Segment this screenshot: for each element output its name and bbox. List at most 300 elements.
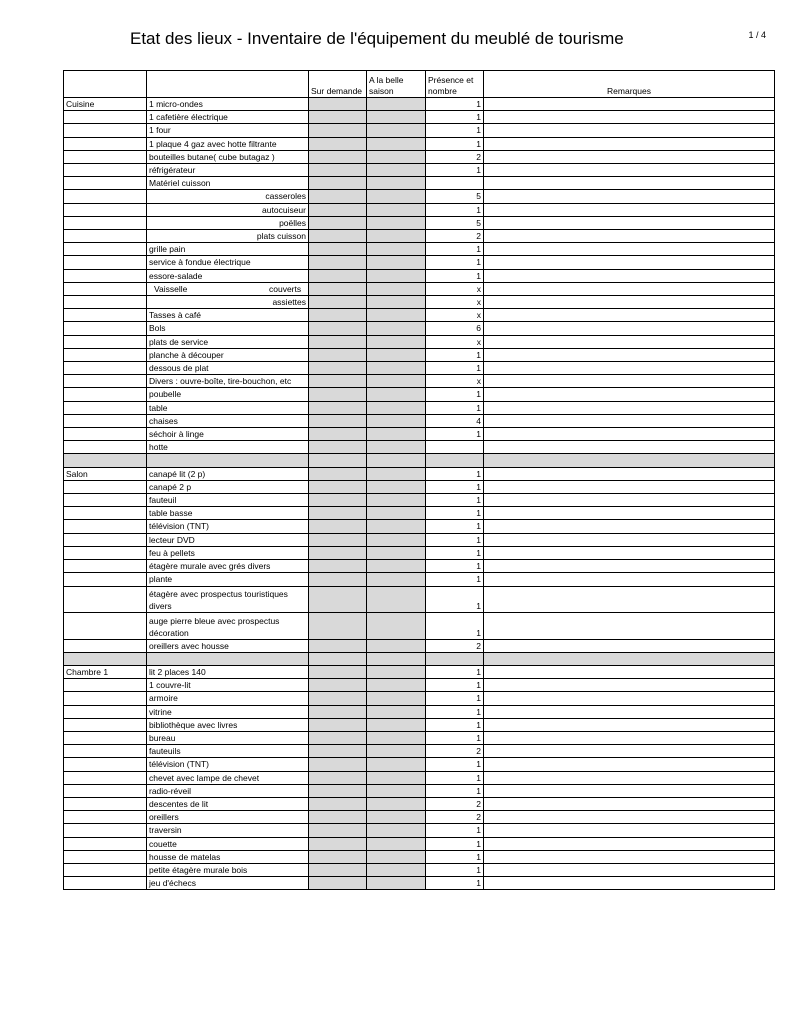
separator-cell xyxy=(64,454,147,467)
on-request-cell xyxy=(309,309,367,322)
remarks-cell xyxy=(484,177,775,190)
separator-cell xyxy=(426,454,484,467)
remarks-cell xyxy=(484,150,775,163)
on-request-cell xyxy=(309,190,367,203)
table-row xyxy=(64,150,775,163)
presence-cell: 1 xyxy=(426,679,484,692)
item-label-cell: 1 couvre-lit xyxy=(147,679,309,692)
season-cell xyxy=(367,441,426,454)
item-label-cell: poubelle xyxy=(147,388,309,401)
season-cell xyxy=(367,837,426,850)
table-row xyxy=(64,850,775,863)
table-row xyxy=(64,243,775,256)
table-row xyxy=(64,837,775,850)
room-cell xyxy=(64,480,147,493)
room-cell xyxy=(64,546,147,559)
presence-cell: 1 xyxy=(426,348,484,361)
room-cell xyxy=(64,771,147,784)
remarks-cell xyxy=(484,494,775,507)
room-cell xyxy=(64,573,147,586)
room-cell xyxy=(64,718,147,731)
item-label-cell: planche à découper xyxy=(147,348,309,361)
room-cell xyxy=(64,863,147,876)
remarks-cell xyxy=(484,771,775,784)
table-row xyxy=(64,388,775,401)
room-cell xyxy=(64,586,147,613)
season-cell xyxy=(367,348,426,361)
table-row xyxy=(64,639,775,652)
presence-cell: 1 xyxy=(426,203,484,216)
presence-cell: 1 xyxy=(426,124,484,137)
table-header-row xyxy=(64,71,775,98)
table-row xyxy=(64,375,775,388)
page-title: Etat des lieux - Inventaire de l'équipement du meublé de tourisme xyxy=(130,29,624,48)
room-cell xyxy=(64,388,147,401)
remarks-cell xyxy=(484,560,775,573)
remarks-cell xyxy=(484,282,775,295)
table-row xyxy=(64,573,775,586)
on-request-cell xyxy=(309,797,367,810)
on-request-cell xyxy=(309,665,367,678)
item-label-cell: fauteuils xyxy=(147,745,309,758)
room-cell xyxy=(64,282,147,295)
on-request-cell xyxy=(309,705,367,718)
separator-cell xyxy=(309,652,367,665)
presence-cell: 1 xyxy=(426,718,484,731)
table-row xyxy=(64,348,775,361)
table-row xyxy=(64,282,775,295)
season-cell xyxy=(367,560,426,573)
season-cell xyxy=(367,375,426,388)
on-request-cell xyxy=(309,877,367,890)
season-cell xyxy=(367,679,426,692)
room-cell xyxy=(64,784,147,797)
separator-cell xyxy=(147,652,309,665)
item-label-cell: radio-réveil xyxy=(147,784,309,797)
remarks-cell xyxy=(484,124,775,137)
item-label-cell: service à fondue électrique xyxy=(147,256,309,269)
on-request-cell xyxy=(309,784,367,797)
room-cell xyxy=(64,111,147,124)
season-cell xyxy=(367,718,426,731)
separator-cell xyxy=(309,454,367,467)
item-label-cell: oreillers xyxy=(147,811,309,824)
room-cell xyxy=(64,150,147,163)
presence-cell: 1 xyxy=(426,665,484,678)
item-label-cell: chaises xyxy=(147,414,309,427)
item-label-cell: couette xyxy=(147,837,309,850)
table-row xyxy=(64,679,775,692)
room-cell xyxy=(64,401,147,414)
room-cell xyxy=(64,758,147,771)
table-row xyxy=(64,494,775,507)
on-request-cell xyxy=(309,850,367,863)
item-label-cell: autocuiseur xyxy=(147,203,309,216)
room-cell xyxy=(64,705,147,718)
presence-cell: 1 xyxy=(426,256,484,269)
remarks-cell xyxy=(484,164,775,177)
room-cell: Chambre 1 xyxy=(64,665,147,678)
section-separator-row xyxy=(64,652,775,665)
remarks-cell xyxy=(484,679,775,692)
item-label-cell: vitrine xyxy=(147,705,309,718)
on-request-cell xyxy=(309,811,367,824)
season-cell xyxy=(367,203,426,216)
season-cell xyxy=(367,863,426,876)
on-request-cell xyxy=(309,824,367,837)
presence-cell: 2 xyxy=(426,639,484,652)
remarks-cell xyxy=(484,758,775,771)
room-cell xyxy=(64,124,147,137)
remarks-cell xyxy=(484,269,775,282)
room-cell xyxy=(64,837,147,850)
on-request-cell xyxy=(309,533,367,546)
remarks-cell xyxy=(484,520,775,533)
season-cell xyxy=(367,692,426,705)
presence-cell: 2 xyxy=(426,797,484,810)
table-row xyxy=(64,546,775,559)
room-cell xyxy=(64,520,147,533)
on-request-cell xyxy=(309,731,367,744)
separator-cell xyxy=(367,652,426,665)
presence-cell: 1 xyxy=(426,388,484,401)
table-row xyxy=(64,877,775,890)
room-cell xyxy=(64,533,147,546)
season-cell xyxy=(367,745,426,758)
season-cell xyxy=(367,230,426,243)
season-cell xyxy=(367,401,426,414)
item-label-cell: plats de service xyxy=(147,335,309,348)
on-request-cell xyxy=(309,269,367,282)
item-label-cell xyxy=(147,282,309,295)
remarks-cell xyxy=(484,546,775,559)
remarks-cell xyxy=(484,441,775,454)
presence-cell: 2 xyxy=(426,745,484,758)
on-request-cell xyxy=(309,203,367,216)
table-row xyxy=(64,309,775,322)
table-row xyxy=(64,745,775,758)
remarks-cell xyxy=(484,309,775,322)
presence-cell: x xyxy=(426,375,484,388)
room-cell: Salon xyxy=(64,467,147,480)
presence-cell: 2 xyxy=(426,150,484,163)
on-request-cell xyxy=(309,745,367,758)
item-label-cell: canapé lit (2 p) xyxy=(147,467,309,480)
table-row xyxy=(64,335,775,348)
item-label-cell: jeu d'échecs xyxy=(147,877,309,890)
room-cell xyxy=(64,507,147,520)
presence-cell: 1 xyxy=(426,731,484,744)
on-request-cell xyxy=(309,124,367,137)
remarks-cell xyxy=(484,375,775,388)
remarks-cell xyxy=(484,639,775,652)
table-row xyxy=(64,520,775,533)
season-cell xyxy=(367,586,426,613)
item-label-cell: housse de matelas xyxy=(147,850,309,863)
presence-cell: 1 xyxy=(426,164,484,177)
item-label-cell: étagère murale avec grés divers xyxy=(147,560,309,573)
item-label-cell: poëlles xyxy=(147,216,309,229)
season-cell xyxy=(367,243,426,256)
on-request-cell xyxy=(309,863,367,876)
item-label-cell: table basse xyxy=(147,507,309,520)
season-cell xyxy=(367,98,426,111)
item-label-cell: oreillers avec housse xyxy=(147,639,309,652)
room-cell xyxy=(64,414,147,427)
presence-cell: 1 xyxy=(426,507,484,520)
presence-cell: 1 xyxy=(426,824,484,837)
table-row xyxy=(64,441,775,454)
on-request-cell xyxy=(309,282,367,295)
table-row xyxy=(64,177,775,190)
separator-cell xyxy=(147,454,309,467)
item-label-cell: chevet avec lampe de chevet xyxy=(147,771,309,784)
season-cell xyxy=(367,467,426,480)
item-label-cell: fauteuil xyxy=(147,494,309,507)
presence-cell: 2 xyxy=(426,811,484,824)
table-row xyxy=(64,718,775,731)
season-cell xyxy=(367,216,426,229)
on-request-cell xyxy=(309,428,367,441)
room-cell xyxy=(64,494,147,507)
presence-cell: 1 xyxy=(426,613,484,640)
on-request-cell xyxy=(309,177,367,190)
table-row xyxy=(64,256,775,269)
remarks-cell xyxy=(484,573,775,586)
season-cell xyxy=(367,177,426,190)
item-label-cell: télévision (TNT) xyxy=(147,758,309,771)
room-cell xyxy=(64,639,147,652)
remarks-cell xyxy=(484,692,775,705)
on-request-cell xyxy=(309,401,367,414)
remarks-cell xyxy=(484,745,775,758)
presence-cell: 1 xyxy=(426,560,484,573)
table-row xyxy=(64,296,775,309)
season-cell xyxy=(367,164,426,177)
season-cell xyxy=(367,877,426,890)
room-cell: Cuisine xyxy=(64,98,147,111)
room-cell xyxy=(64,428,147,441)
remarks-cell xyxy=(484,718,775,731)
remarks-cell xyxy=(484,243,775,256)
remarks-cell xyxy=(484,137,775,150)
season-cell xyxy=(367,322,426,335)
remarks-cell xyxy=(484,256,775,269)
room-cell xyxy=(64,560,147,573)
room-cell xyxy=(64,877,147,890)
item-label-cell: 1 micro-ondes xyxy=(147,98,309,111)
room-cell xyxy=(64,335,147,348)
room-cell xyxy=(64,296,147,309)
item-label-cell: traversin xyxy=(147,824,309,837)
table-row xyxy=(64,137,775,150)
item-label-cell: Bols xyxy=(147,322,309,335)
item-label-cell: lecteur DVD xyxy=(147,533,309,546)
presence-cell xyxy=(426,441,484,454)
item-label-cell: Divers : ouvre-boîte, tire-bouchon, etc xyxy=(147,375,309,388)
room-cell xyxy=(64,362,147,375)
table-row xyxy=(64,758,775,771)
remarks-cell xyxy=(484,428,775,441)
presence-cell: x xyxy=(426,282,484,295)
header-item xyxy=(147,71,309,98)
on-request-cell xyxy=(309,441,367,454)
presence-cell: 1 xyxy=(426,428,484,441)
on-request-cell xyxy=(309,348,367,361)
remarks-cell xyxy=(484,665,775,678)
room-cell xyxy=(64,811,147,824)
presence-cell: 1 xyxy=(426,137,484,150)
on-request-cell xyxy=(309,507,367,520)
remarks-cell xyxy=(484,111,775,124)
presence-cell: 1 xyxy=(426,784,484,797)
season-cell xyxy=(367,665,426,678)
remarks-cell xyxy=(484,388,775,401)
presence-cell: 1 xyxy=(426,480,484,493)
presence-cell: 1 xyxy=(426,243,484,256)
season-cell xyxy=(367,282,426,295)
remarks-cell xyxy=(484,784,775,797)
presence-cell: 1 xyxy=(426,705,484,718)
presence-cell: 4 xyxy=(426,414,484,427)
presence-cell: 1 xyxy=(426,586,484,613)
on-request-cell xyxy=(309,256,367,269)
room-cell xyxy=(64,203,147,216)
presence-cell: 1 xyxy=(426,692,484,705)
room-cell xyxy=(64,850,147,863)
table-row xyxy=(64,613,775,640)
separator-cell xyxy=(64,652,147,665)
header-on-request: Sur demande xyxy=(309,71,367,98)
room-cell xyxy=(64,692,147,705)
table-row xyxy=(64,164,775,177)
season-cell xyxy=(367,758,426,771)
separator-cell xyxy=(484,652,775,665)
remarks-cell xyxy=(484,98,775,111)
table-row xyxy=(64,692,775,705)
header-season: A la belle saison xyxy=(367,71,426,98)
remarks-cell xyxy=(484,203,775,216)
season-cell xyxy=(367,111,426,124)
remarks-cell xyxy=(484,348,775,361)
item-label-cell: 1 four xyxy=(147,124,309,137)
table-row xyxy=(64,665,775,678)
room-cell xyxy=(64,745,147,758)
table-row xyxy=(64,216,775,229)
item-label-cell: réfrigérateur xyxy=(147,164,309,177)
item-label-cell: descentes de lit xyxy=(147,797,309,810)
header-remarks: Remarques xyxy=(484,71,775,98)
table-row xyxy=(64,533,775,546)
on-request-cell xyxy=(309,467,367,480)
season-cell xyxy=(367,309,426,322)
item-label-cell: étagère avec prospectus touristiques divers xyxy=(147,586,309,613)
on-request-cell xyxy=(309,758,367,771)
room-cell xyxy=(64,137,147,150)
season-cell xyxy=(367,256,426,269)
table-row xyxy=(64,190,775,203)
season-cell xyxy=(367,520,426,533)
item-label-cell: Tasses à café xyxy=(147,309,309,322)
section-separator-row xyxy=(64,454,775,467)
on-request-cell xyxy=(309,98,367,111)
item-label: couverts xyxy=(269,283,302,294)
item-label-cell: bibliothèque avec livres xyxy=(147,718,309,731)
remarks-cell xyxy=(484,797,775,810)
season-cell xyxy=(367,150,426,163)
table-row xyxy=(64,269,775,282)
room-cell xyxy=(64,731,147,744)
presence-cell: 5 xyxy=(426,216,484,229)
season-cell xyxy=(367,639,426,652)
presence-cell: 1 xyxy=(426,494,484,507)
table-row xyxy=(64,362,775,375)
item-label-cell: armoire xyxy=(147,692,309,705)
on-request-cell xyxy=(309,362,367,375)
table-row xyxy=(64,428,775,441)
separator-cell xyxy=(367,454,426,467)
table-row xyxy=(64,124,775,137)
season-cell xyxy=(367,573,426,586)
remarks-cell xyxy=(484,190,775,203)
item-label-cell: essore-salade xyxy=(147,269,309,282)
remarks-cell xyxy=(484,480,775,493)
remarks-cell xyxy=(484,401,775,414)
season-cell xyxy=(367,811,426,824)
presence-cell: 1 xyxy=(426,467,484,480)
table-row xyxy=(64,731,775,744)
presence-cell: 1 xyxy=(426,269,484,282)
on-request-cell xyxy=(309,771,367,784)
season-cell xyxy=(367,480,426,493)
item-label-cell: plats cuisson xyxy=(147,230,309,243)
presence-cell: 1 xyxy=(426,401,484,414)
item-label-cell: assiettes xyxy=(147,296,309,309)
item-label-cell: canapé 2 p xyxy=(147,480,309,493)
season-cell xyxy=(367,507,426,520)
item-label-cell: casseroles xyxy=(147,190,309,203)
item-label-cell: table xyxy=(147,401,309,414)
on-request-cell xyxy=(309,679,367,692)
on-request-cell xyxy=(309,692,367,705)
remarks-cell xyxy=(484,586,775,613)
presence-cell: 1 xyxy=(426,546,484,559)
on-request-cell xyxy=(309,520,367,533)
on-request-cell xyxy=(309,137,367,150)
room-cell xyxy=(64,216,147,229)
remarks-cell xyxy=(484,877,775,890)
remarks-cell xyxy=(484,216,775,229)
on-request-cell xyxy=(309,216,367,229)
room-cell xyxy=(64,348,147,361)
item-label-cell: bouteilles butane( cube butagaz ) xyxy=(147,150,309,163)
remarks-cell xyxy=(484,824,775,837)
season-cell xyxy=(367,296,426,309)
remarks-cell xyxy=(484,414,775,427)
remarks-cell xyxy=(484,705,775,718)
table-row xyxy=(64,414,775,427)
room-cell xyxy=(64,613,147,640)
on-request-cell xyxy=(309,560,367,573)
season-cell xyxy=(367,613,426,640)
separator-cell xyxy=(484,454,775,467)
remarks-cell xyxy=(484,322,775,335)
table-row xyxy=(64,560,775,573)
on-request-cell xyxy=(309,546,367,559)
remarks-cell xyxy=(484,230,775,243)
on-request-cell xyxy=(309,480,367,493)
remarks-cell xyxy=(484,362,775,375)
